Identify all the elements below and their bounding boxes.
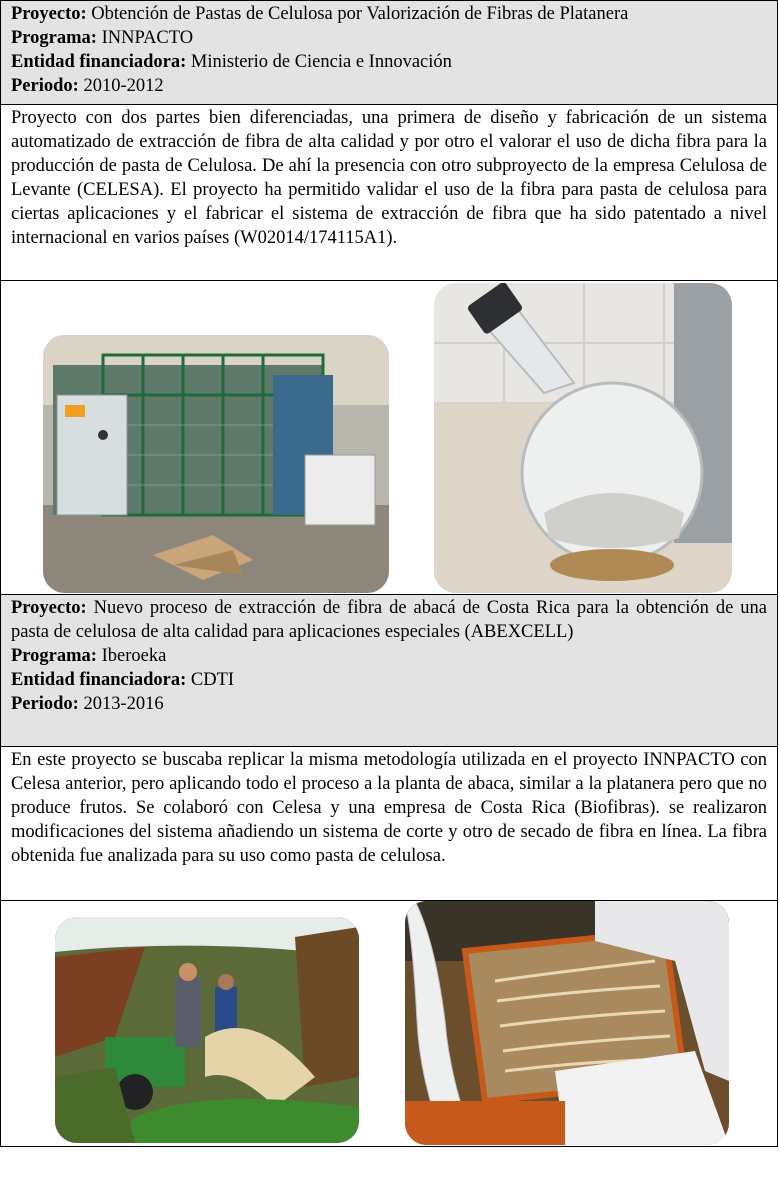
project-2-header	[1, 595, 777, 747]
project-2-program: Iberoeka	[101, 646, 167, 666]
project-1-title-line	[11, 2, 767, 26]
project-1-program: INNPACTO	[101, 28, 194, 48]
project-2-description: En este proyecto se buscaba replicar la misma metodología utilizada en el proyecto INNPACTO con Celesa anterior, pero aplicando todo el proceso a la planta de abaca, similar a la platanera pero que no produce frutos. Se colaboró con Celesa y una empresa de Costa Rica (Biofibras). se realizaron modificaciones del sistema añadiendo un sistema de corte y otro de secado de fibra en línea. La fibra obtenida fue analizada para su uso como pasta de celulosa.	[11, 750, 767, 866]
project-1-program-label: Programa:	[11, 28, 97, 48]
project-2-funder: CDTI	[190, 670, 235, 690]
project-2-title-label: Proyecto:	[11, 598, 87, 618]
project-1-program-line	[11, 26, 767, 50]
project-1-header	[1, 1, 777, 105]
flask-cellulose-photo	[434, 283, 732, 593]
project-2-period-label: Periodo:	[11, 694, 79, 714]
project-1-title-label: Proyecto:	[11, 4, 87, 24]
project-1-funder: Ministerio de Ciencia e Innovación	[190, 52, 452, 72]
project-2-program-line	[11, 644, 767, 668]
project-1-photos	[1, 281, 777, 595]
project-2-title: Nuevo proceso de extracción de fibra de abacá de Costa Rica para la obtención de una pasta de celulosa de alta calidad para aplicaciones especiales (ABEXCELL)	[11, 598, 767, 642]
project-2-funder-label: Entidad financiadora:	[11, 670, 187, 690]
project-2-funder-line	[11, 668, 767, 692]
project-1-title: Obtención de Pastas de Celulosa por Valorización de Fibras de Platanera	[91, 4, 629, 24]
project-1-funder-line	[11, 50, 767, 74]
project-1-period: 2010-2012	[83, 76, 164, 96]
project-1-description: Proyecto con dos partes bien diferenciadas, una primera de diseño y fabricación de un sistema automatizado de extracción de fibra de alta calidad y por otro el valorar el uso de dicha fibra para la producción de pasta de Celulosa. De ahí la presencia con otro subproyecto de la empresa Celulosa de Levante (CELESA). El proyecto ha permitido validar el uso de la fibra para pasta de celulosa para ciertas aplicaciones y el fabricar el sistema de extracción de fibra que ha sido patentado a nivel internacional en varios países (W02014/174115A1).	[11, 108, 767, 248]
project-2-title-line	[11, 596, 767, 644]
project-1-period-line	[11, 74, 767, 98]
project-2-period-line	[11, 692, 767, 716]
fiber-drying-table-photo	[405, 901, 729, 1145]
project-1-description-cell	[1, 105, 777, 281]
project-2-program-label: Programa:	[11, 646, 97, 666]
project-2-description-cell	[1, 747, 777, 901]
project-2-period: 2013-2016	[83, 694, 164, 714]
project-1-period-label: Periodo:	[11, 76, 79, 96]
project-1-funder-label: Entidad financiadora:	[11, 52, 187, 72]
fiber-extraction-machine-photo	[43, 335, 389, 593]
field-fiber-extraction-photo	[55, 917, 359, 1143]
project-2-photos	[1, 901, 777, 1147]
